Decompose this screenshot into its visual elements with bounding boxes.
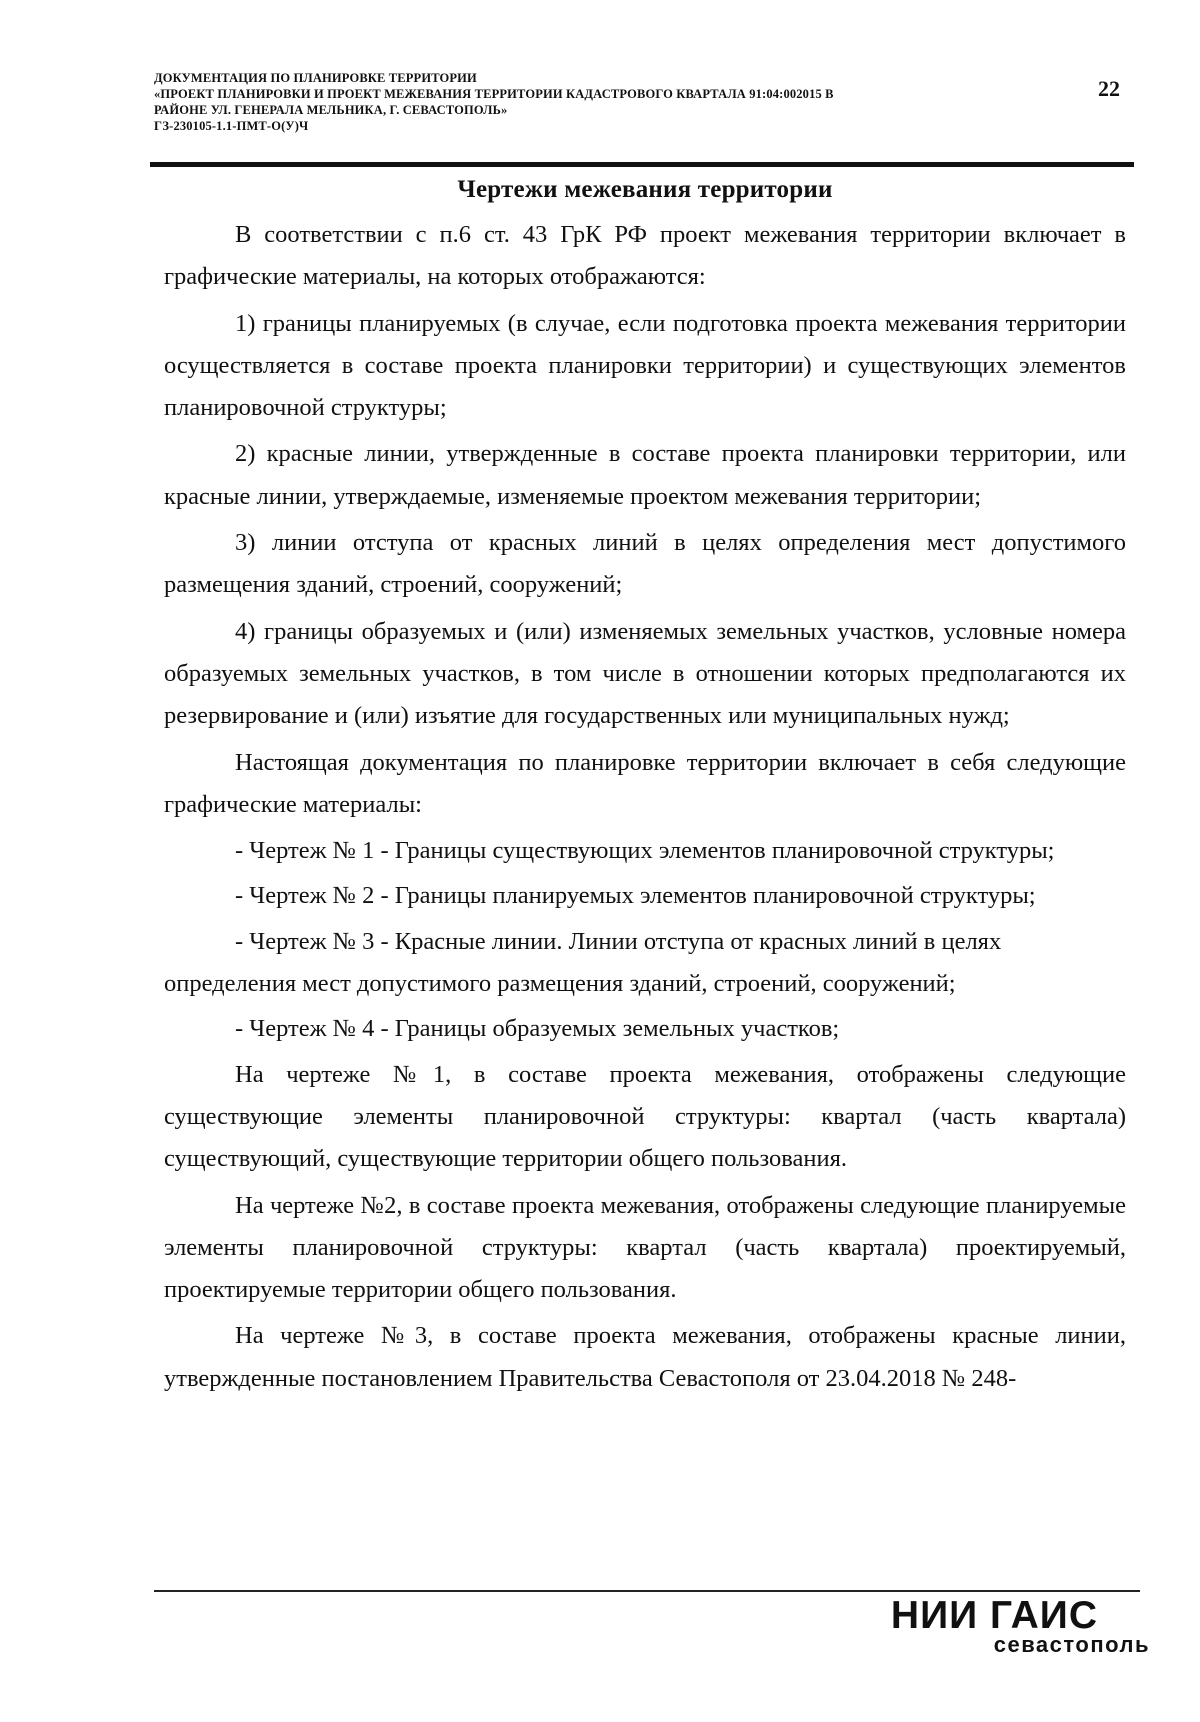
header-line: РАЙОНЕ УЛ. ГЕНЕРАЛА МЕЛЬНИКА, Г. СЕВАСТОПОЛЬ» (154, 103, 508, 117)
header-line: «ПРОЕКТ ПЛАНИРОВКИ И ПРОЕКТ МЕЖЕВАНИЯ ТЕРРИТОРИИ КАДАСТРОВОГО КВАРТАЛА 91:04:002015 В (154, 87, 834, 101)
paragraph: 2) красные линии, утвержденные в составе проекта планировки территории, или красные линии, утверждаемые, изменяемые проектом межевания территории; (164, 440, 1126, 510)
paragraph: 1) границы планируемых (в случае, если подготовка проекта межевания территории осуществляется в составе проекта планировки территории) и существующих элементов планировочной структуры; (164, 309, 1126, 422)
paragraph: На чертеже №1, в составе проекта межевания, отображены следующие существующие элементы планировочной структуры: квартал (часть квартала) существующий, существующие территории общего пользования. (164, 1060, 1126, 1173)
header-line: ГЗ-230105-1.1-ПМТ-О(У)Ч (154, 119, 309, 133)
footer-divider (154, 1590, 1140, 1592)
company-logo (891, 1596, 1150, 1656)
paragraph: На чертеже №2, в составе проекта межевания, отображены следующие планируемые элементы планировочной структуры: квартал (часть квартала) проектируемый, проектируемые территории общего пользования. (164, 1191, 1126, 1304)
header-line: ДОКУМЕНТАЦИЯ ПО ПЛАНИРОВКЕ ТЕРРИТОРИИ (154, 71, 477, 85)
paragraph: 3) линии отступа от красных линий в целях определения мест допустимого размещения зданий, строений, сооружений; (164, 529, 1126, 599)
paragraph: В соответствии с п.6 ст. 43 ГрК РФ проект межевания территории включает в графические материалы, на которых отображаются: (164, 221, 1126, 291)
document-header (154, 70, 1034, 134)
paragraph: Настоящая документация по планировке территории включает в себя следующие графические материалы: (164, 748, 1126, 818)
list-item: - Чертеж № 2 - Границы планируемых элементов планировочной структуры; (235, 882, 1036, 910)
document-body (164, 214, 1126, 1404)
list-item: - Чертеж № 4 - Границы образуемых земельных участков; (235, 1015, 840, 1043)
logo-subtitle: севастополь (993, 1632, 1150, 1657)
logo-title: НИИ ГАИС (890, 1594, 1098, 1637)
page-number: 22 (1098, 76, 1120, 101)
header-divider (150, 162, 1134, 167)
paragraph: На чертеже №3, в составе проекта межевания, отображены красные линии, утвержденные постановлением Правительства Севастополя от 23.04.2018 № 248- (164, 1322, 1126, 1392)
list-item: - Чертеж № 3 - Красные линии. Линии отступа от красных линий в целях определения мест допустимого размещения зданий, строений, сооружений; (164, 927, 1002, 998)
list-item: - Чертеж № 1 - Границы существующих элементов планировочной структуры; (235, 837, 1055, 865)
paragraph: 4) границы образуемых и (или) изменяемых земельных участков, условные номера образуемых земельных участков, в том числе в отношении которых предполагаются их резервирование и (или) изъятие для государственных или муниципальных нужд; (164, 617, 1126, 730)
section-title: Чертежи межевания территории (457, 176, 833, 203)
